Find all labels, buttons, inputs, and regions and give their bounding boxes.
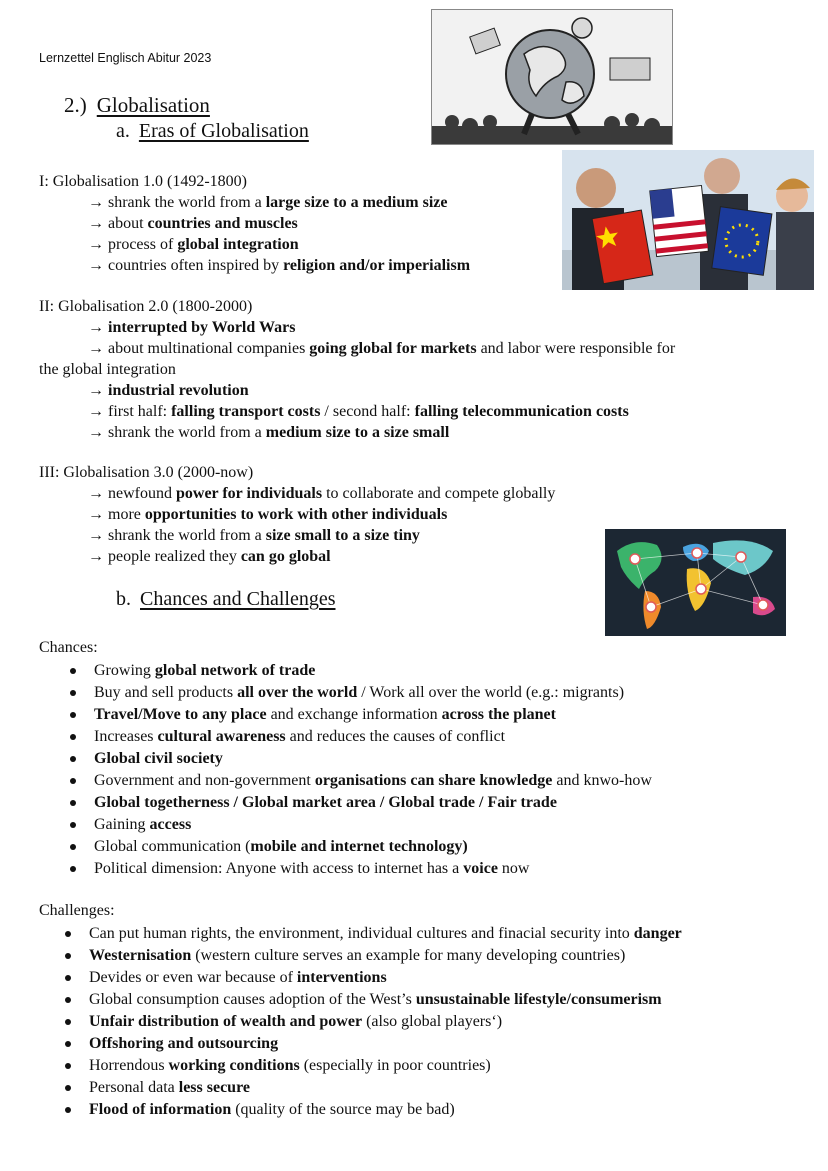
text-run: shrank the world from a [108, 424, 266, 441]
bold-text: organisations can share knowledge [314, 772, 553, 789]
bold-text: voice [463, 860, 498, 877]
arrow-icon: → [88, 527, 104, 544]
bold-text: cultural awareness [157, 728, 286, 745]
text-run: Global consumption causes adoption of the West’s [89, 991, 416, 1008]
era-line [39, 380, 675, 401]
arrow-icon: → [88, 506, 104, 523]
subsection-a-heading [116, 120, 309, 143]
bold-text: countries and muscles [147, 215, 298, 232]
arrow-icon: → [88, 257, 104, 274]
text-run: Can put human rights, the environment, individual cultures and finacial security into [89, 925, 634, 942]
era-3-title: III: Globalisation 3.0 (2000-now) [39, 464, 254, 481]
bullet-icon [70, 844, 76, 850]
era-line [39, 317, 675, 338]
arrow-icon: → [88, 194, 104, 211]
text-run: (especially in poor countries) [299, 1057, 491, 1074]
bullet-icon [65, 1107, 71, 1113]
bold-text: Westernisation [89, 947, 192, 964]
text-run: / second half: [320, 403, 415, 420]
era-line [39, 255, 470, 276]
era-line [39, 504, 555, 525]
list-item [94, 748, 794, 770]
bullet-icon [65, 1063, 71, 1069]
bullet-icon [70, 822, 76, 828]
bullet-icon [65, 1019, 71, 1025]
bold-text: falling transport costs [171, 403, 321, 420]
text-run: Devides or even war because of [89, 969, 297, 986]
list-item [89, 967, 809, 989]
list-item [94, 792, 794, 814]
text-run: now [497, 860, 530, 877]
text-run: about multinational companies [108, 340, 310, 357]
world-leaders-cartoon-illustration [562, 150, 814, 290]
challenges-list [89, 923, 809, 1121]
world-network-map-icon [605, 529, 786, 636]
bold-text: Travel/Move to any place [94, 706, 267, 723]
text-run: people realized they [108, 548, 241, 565]
bullet-icon [70, 866, 76, 872]
text-run: and reduces the causes of conflict [285, 728, 506, 745]
era-line [39, 338, 675, 359]
bold-text: industrial revolution [108, 382, 249, 399]
bold-text: can go global [240, 548, 331, 565]
list-item [89, 945, 809, 967]
section-title: Globalisation [96, 93, 210, 117]
bold-text: large size to a medium size [265, 194, 448, 211]
list-item [94, 682, 794, 704]
globe-cartoon-illustration [431, 9, 673, 145]
bullet-icon [70, 734, 76, 740]
text-run: shrank the world from a [108, 194, 266, 211]
bullet-icon [65, 931, 71, 937]
bold-text: interventions [296, 969, 387, 986]
list-item [89, 1099, 809, 1121]
bold-text: Global togetherness / Global market area / Global trade / Fair trade [94, 794, 557, 811]
bullet-icon [70, 712, 76, 718]
text-run: process of [108, 236, 178, 253]
list-item [94, 858, 794, 880]
list-item [94, 704, 794, 726]
era-line [39, 546, 555, 567]
bullet-icon [70, 690, 76, 696]
text-run: Political dimension: Anyone with access to internet has a [94, 860, 464, 877]
bullet-icon [70, 756, 76, 762]
era-line [39, 234, 470, 255]
challenges-title: Challenges: [39, 902, 115, 919]
arrow-icon: → [88, 319, 104, 336]
bold-text: global network of trade [154, 662, 316, 679]
text-run: and exchange information [266, 706, 442, 723]
header-note: Lernzettel Englisch Abitur 2023 [39, 51, 212, 65]
bullet-icon [70, 800, 76, 806]
arrow-icon: → [88, 485, 104, 502]
arrow-icon: → [88, 382, 104, 399]
bold-text: global integration [177, 236, 299, 253]
era-line [39, 483, 555, 504]
chances-list [94, 660, 794, 880]
bold-text: Offshoring and outsourcing [89, 1035, 279, 1052]
bold-text: unsustainable lifestyle/consumerism [415, 991, 662, 1008]
bold-text: all over the world [237, 684, 358, 701]
era-2-block [39, 296, 675, 443]
text-run: Increases [94, 728, 158, 745]
text-run: and labor were responsible for [476, 340, 676, 357]
era-line [39, 192, 470, 213]
subsection-a-title: Eras of Globalisation [138, 120, 309, 142]
text-run: (also global players‘) [362, 1013, 503, 1030]
bold-text: mobile and internet technology) [250, 838, 468, 855]
text-run: Gaining [94, 816, 150, 833]
text-run: Global communication ( [94, 838, 251, 855]
bold-text: medium size to a size small [265, 424, 450, 441]
bold-text: going global for markets [309, 340, 477, 357]
text-run: newfound [108, 485, 176, 502]
subsection-b-title: Chances and Challenges [140, 588, 336, 610]
text-run: first half: [108, 403, 172, 420]
bold-text: danger [633, 925, 682, 942]
era-line [39, 525, 555, 546]
era-line [39, 422, 675, 443]
text-run: Horrendous [89, 1057, 169, 1074]
bold-text: Unfair distribution of wealth and power [89, 1013, 363, 1030]
list-item [89, 1033, 809, 1055]
bold-text: Flood of information [89, 1101, 232, 1118]
text-run: Buy and sell products [94, 684, 238, 701]
bullet-icon [65, 953, 71, 959]
bold-text: working conditions [168, 1057, 300, 1074]
chances-title: Chances: [39, 639, 98, 656]
era-line [39, 213, 470, 234]
list-item [94, 814, 794, 836]
era-2-title: II: Globalisation 2.0 (1800-2000) [39, 298, 253, 315]
era-line [39, 401, 675, 422]
bullet-icon [65, 1085, 71, 1091]
list-item [94, 726, 794, 748]
bold-text: less secure [178, 1079, 250, 1096]
text-run: and knwo-how [552, 772, 652, 789]
arrow-icon: → [88, 340, 104, 357]
text-run: more [108, 506, 145, 523]
era-1-block [39, 171, 470, 276]
list-item [94, 660, 794, 682]
text-run: to collaborate and compete globally [322, 485, 556, 502]
subsection-b-letter: b. [116, 588, 131, 610]
section-number: 2.) [64, 93, 87, 117]
globe-cartoon-icon [432, 10, 672, 144]
text-run: Government and non-government [94, 772, 315, 789]
world-network-map-illustration [605, 529, 786, 636]
bullet-icon [65, 997, 71, 1003]
bold-text: power for individuals [175, 485, 323, 502]
list-item [89, 1011, 809, 1033]
bullet-icon [70, 778, 76, 784]
section-heading [64, 93, 210, 118]
list-item [94, 836, 794, 858]
text-run: countries often inspired by [108, 257, 284, 274]
bold-text: opportunities to work with other individuals [144, 506, 448, 523]
text-run: Personal data [89, 1079, 179, 1096]
text-run: shrank the world from a [108, 527, 266, 544]
bold-text: religion and/or imperialism [283, 257, 471, 274]
arrow-icon: → [88, 403, 104, 420]
bold-text: size small to a size tiny [265, 527, 420, 544]
arrow-icon: → [88, 236, 104, 253]
era-1-title: I: Globalisation 1.0 (1492-1800) [39, 173, 247, 190]
list-item [89, 1055, 809, 1077]
arrow-icon: → [88, 424, 104, 441]
bullet-icon [70, 668, 76, 674]
text-run: (western culture serves an example for many developing countries) [191, 947, 626, 964]
arrow-icon: → [88, 548, 104, 565]
text-run: about [108, 215, 148, 232]
bold-text: Global civil society [94, 750, 223, 767]
list-item [89, 923, 809, 945]
bold-text: access [149, 816, 192, 833]
list-item [94, 770, 794, 792]
bold-text: falling telecommunication costs [414, 403, 629, 420]
world-leaders-cartoon-icon [562, 150, 814, 290]
arrow-icon: → [88, 215, 104, 232]
text-run: / Work all over the world (e.g.: migrants) [357, 684, 625, 701]
bullet-icon [65, 975, 71, 981]
list-item [89, 1077, 809, 1099]
era-3-block [39, 462, 555, 567]
subsection-b-heading [116, 588, 336, 611]
era-line-continuation: the global integration [39, 361, 176, 378]
subsection-a-letter: a. [116, 120, 130, 142]
bold-text: interrupted by World Wars [108, 319, 296, 336]
bold-text: across the planet [441, 706, 556, 723]
list-item [89, 989, 809, 1011]
text-run: (quality of the source may be bad) [231, 1101, 455, 1118]
text-run: Growing [94, 662, 155, 679]
bullet-icon [65, 1041, 71, 1047]
